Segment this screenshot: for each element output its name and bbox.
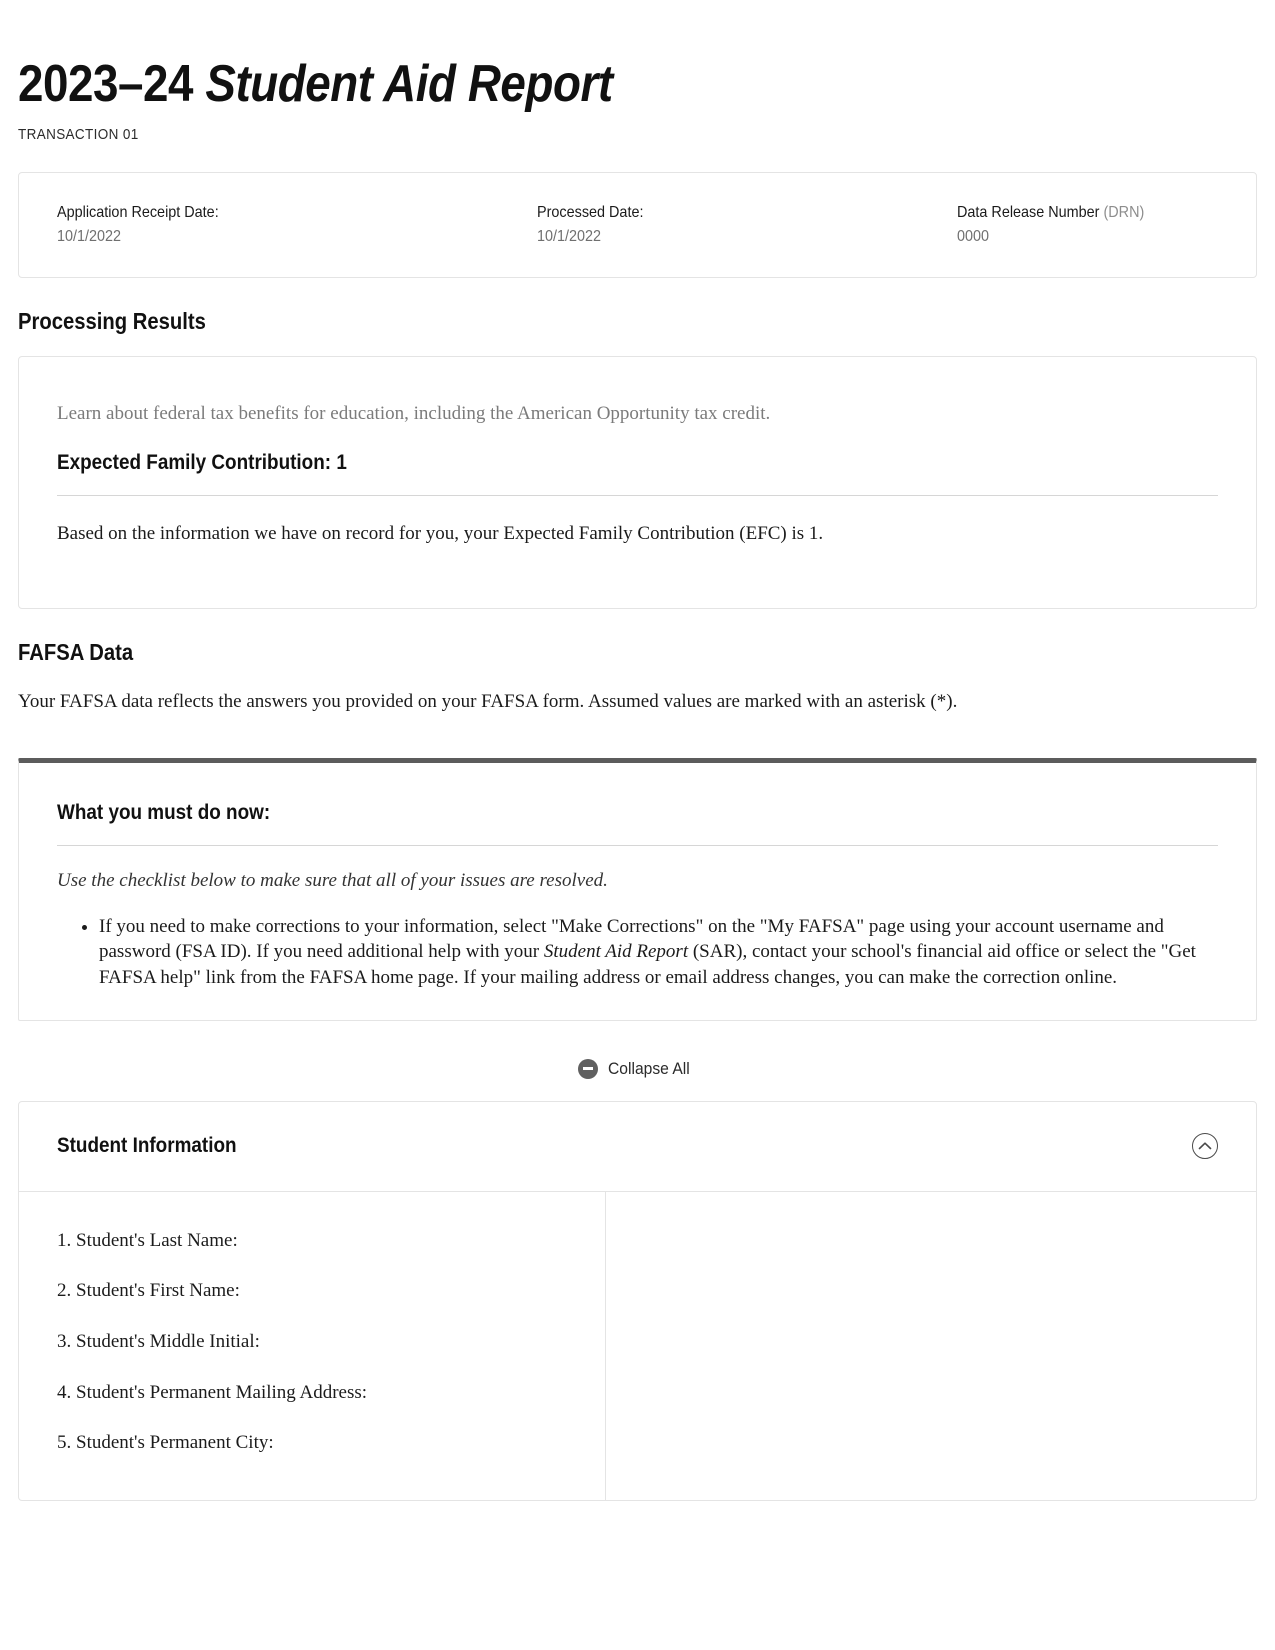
efc-heading: Expected Family Contribution: 1 xyxy=(57,450,347,474)
accordion-body xyxy=(19,1192,1256,1501)
what-to-do-alert-box xyxy=(18,758,1257,1021)
fafsa-data-heading: FAFSA Data xyxy=(18,639,134,666)
minus-circle-icon[interactable] xyxy=(578,1059,598,1079)
fafsa-data-intro: Your FAFSA data reflects the answers you provided on your FAFSA form. Assumed values are marked with an asterisk (*). xyxy=(18,691,958,713)
bullet-text-part2: (SAR), contact your school's financial aid office or select the "Get FAFSA help" link from the FAFSA home page. If your mailing address or email address changes, you can make the correction online. xyxy=(99,941,1196,988)
checklist xyxy=(57,914,1218,991)
student-information-accordion xyxy=(18,1101,1257,1501)
receipt-date-field xyxy=(57,204,537,246)
receipt-date-value: 10/1/2022 xyxy=(57,228,122,246)
table-row xyxy=(606,1296,1256,1322)
drn-value: 0000 xyxy=(957,228,990,246)
drn-label-text: Data Release Number xyxy=(957,204,1104,222)
accordion-labels-column xyxy=(19,1192,606,1501)
table-row: 2. Student's First Name: xyxy=(57,1280,240,1302)
processed-date-value: 10/1/2022 xyxy=(537,228,602,246)
tax-benefits-note: Learn about federal tax benefits for education, including the American Opportunity tax credit. xyxy=(57,403,771,425)
page-title xyxy=(18,56,1108,112)
accordion-values-column xyxy=(606,1192,1256,1501)
alert-divider xyxy=(57,845,1218,846)
bullet-text-part1: If you need to make corrections to your information, select "Make Corrections" on the "My FAFSA" page using your account username and password (FSA ID). If you need additional help with your xyxy=(99,915,1164,963)
accordion-header[interactable] xyxy=(19,1102,1256,1192)
title-year: 2023–24 xyxy=(18,55,194,113)
processed-date-label: Processed Date: xyxy=(537,204,644,222)
page-header xyxy=(18,0,1257,143)
table-row: 3. Student's Middle Initial: xyxy=(57,1331,260,1353)
table-row xyxy=(606,1218,1256,1244)
table-row: 5. Student's Permanent City: xyxy=(57,1432,274,1454)
table-row xyxy=(606,1270,1256,1296)
processing-results-card xyxy=(18,356,1257,609)
accordion-title: Student Information xyxy=(57,1134,237,1158)
application-meta-card xyxy=(18,172,1257,278)
chevron-up-icon[interactable] xyxy=(1192,1133,1218,1159)
table-row xyxy=(606,1192,1256,1218)
collapse-all-button[interactable] xyxy=(18,1059,1257,1079)
alert-note: Use the checklist below to make sure that all of your issues are resolved. xyxy=(57,869,608,891)
list-item xyxy=(99,914,1218,991)
efc-body-text: Based on the information we have on record for you, your Expected Family Contribution (EFC) is 1. xyxy=(57,522,824,544)
drn-label xyxy=(957,204,1144,222)
drn-abbreviation[interactable]: (DRN) xyxy=(1103,204,1145,222)
receipt-date-label: Application Receipt Date: xyxy=(57,204,219,222)
bullet-text-italic: Student Aid Report xyxy=(543,941,689,963)
table-row: 4. Student's Permanent Mailing Address: xyxy=(57,1381,368,1403)
processed-date-field xyxy=(537,204,957,246)
processing-results-heading: Processing Results xyxy=(18,308,206,335)
table-row xyxy=(606,1244,1256,1270)
drn-field xyxy=(957,204,1165,246)
table-row: 1. Student's Last Name: xyxy=(57,1229,238,1251)
alert-title: What you must do now: xyxy=(57,800,271,824)
title-name: Student Aid Report xyxy=(205,55,613,113)
efc-divider xyxy=(57,495,1218,496)
transaction-label: TRANSACTION 01 xyxy=(18,126,139,144)
collapse-all-label: Collapse All xyxy=(608,1058,690,1078)
